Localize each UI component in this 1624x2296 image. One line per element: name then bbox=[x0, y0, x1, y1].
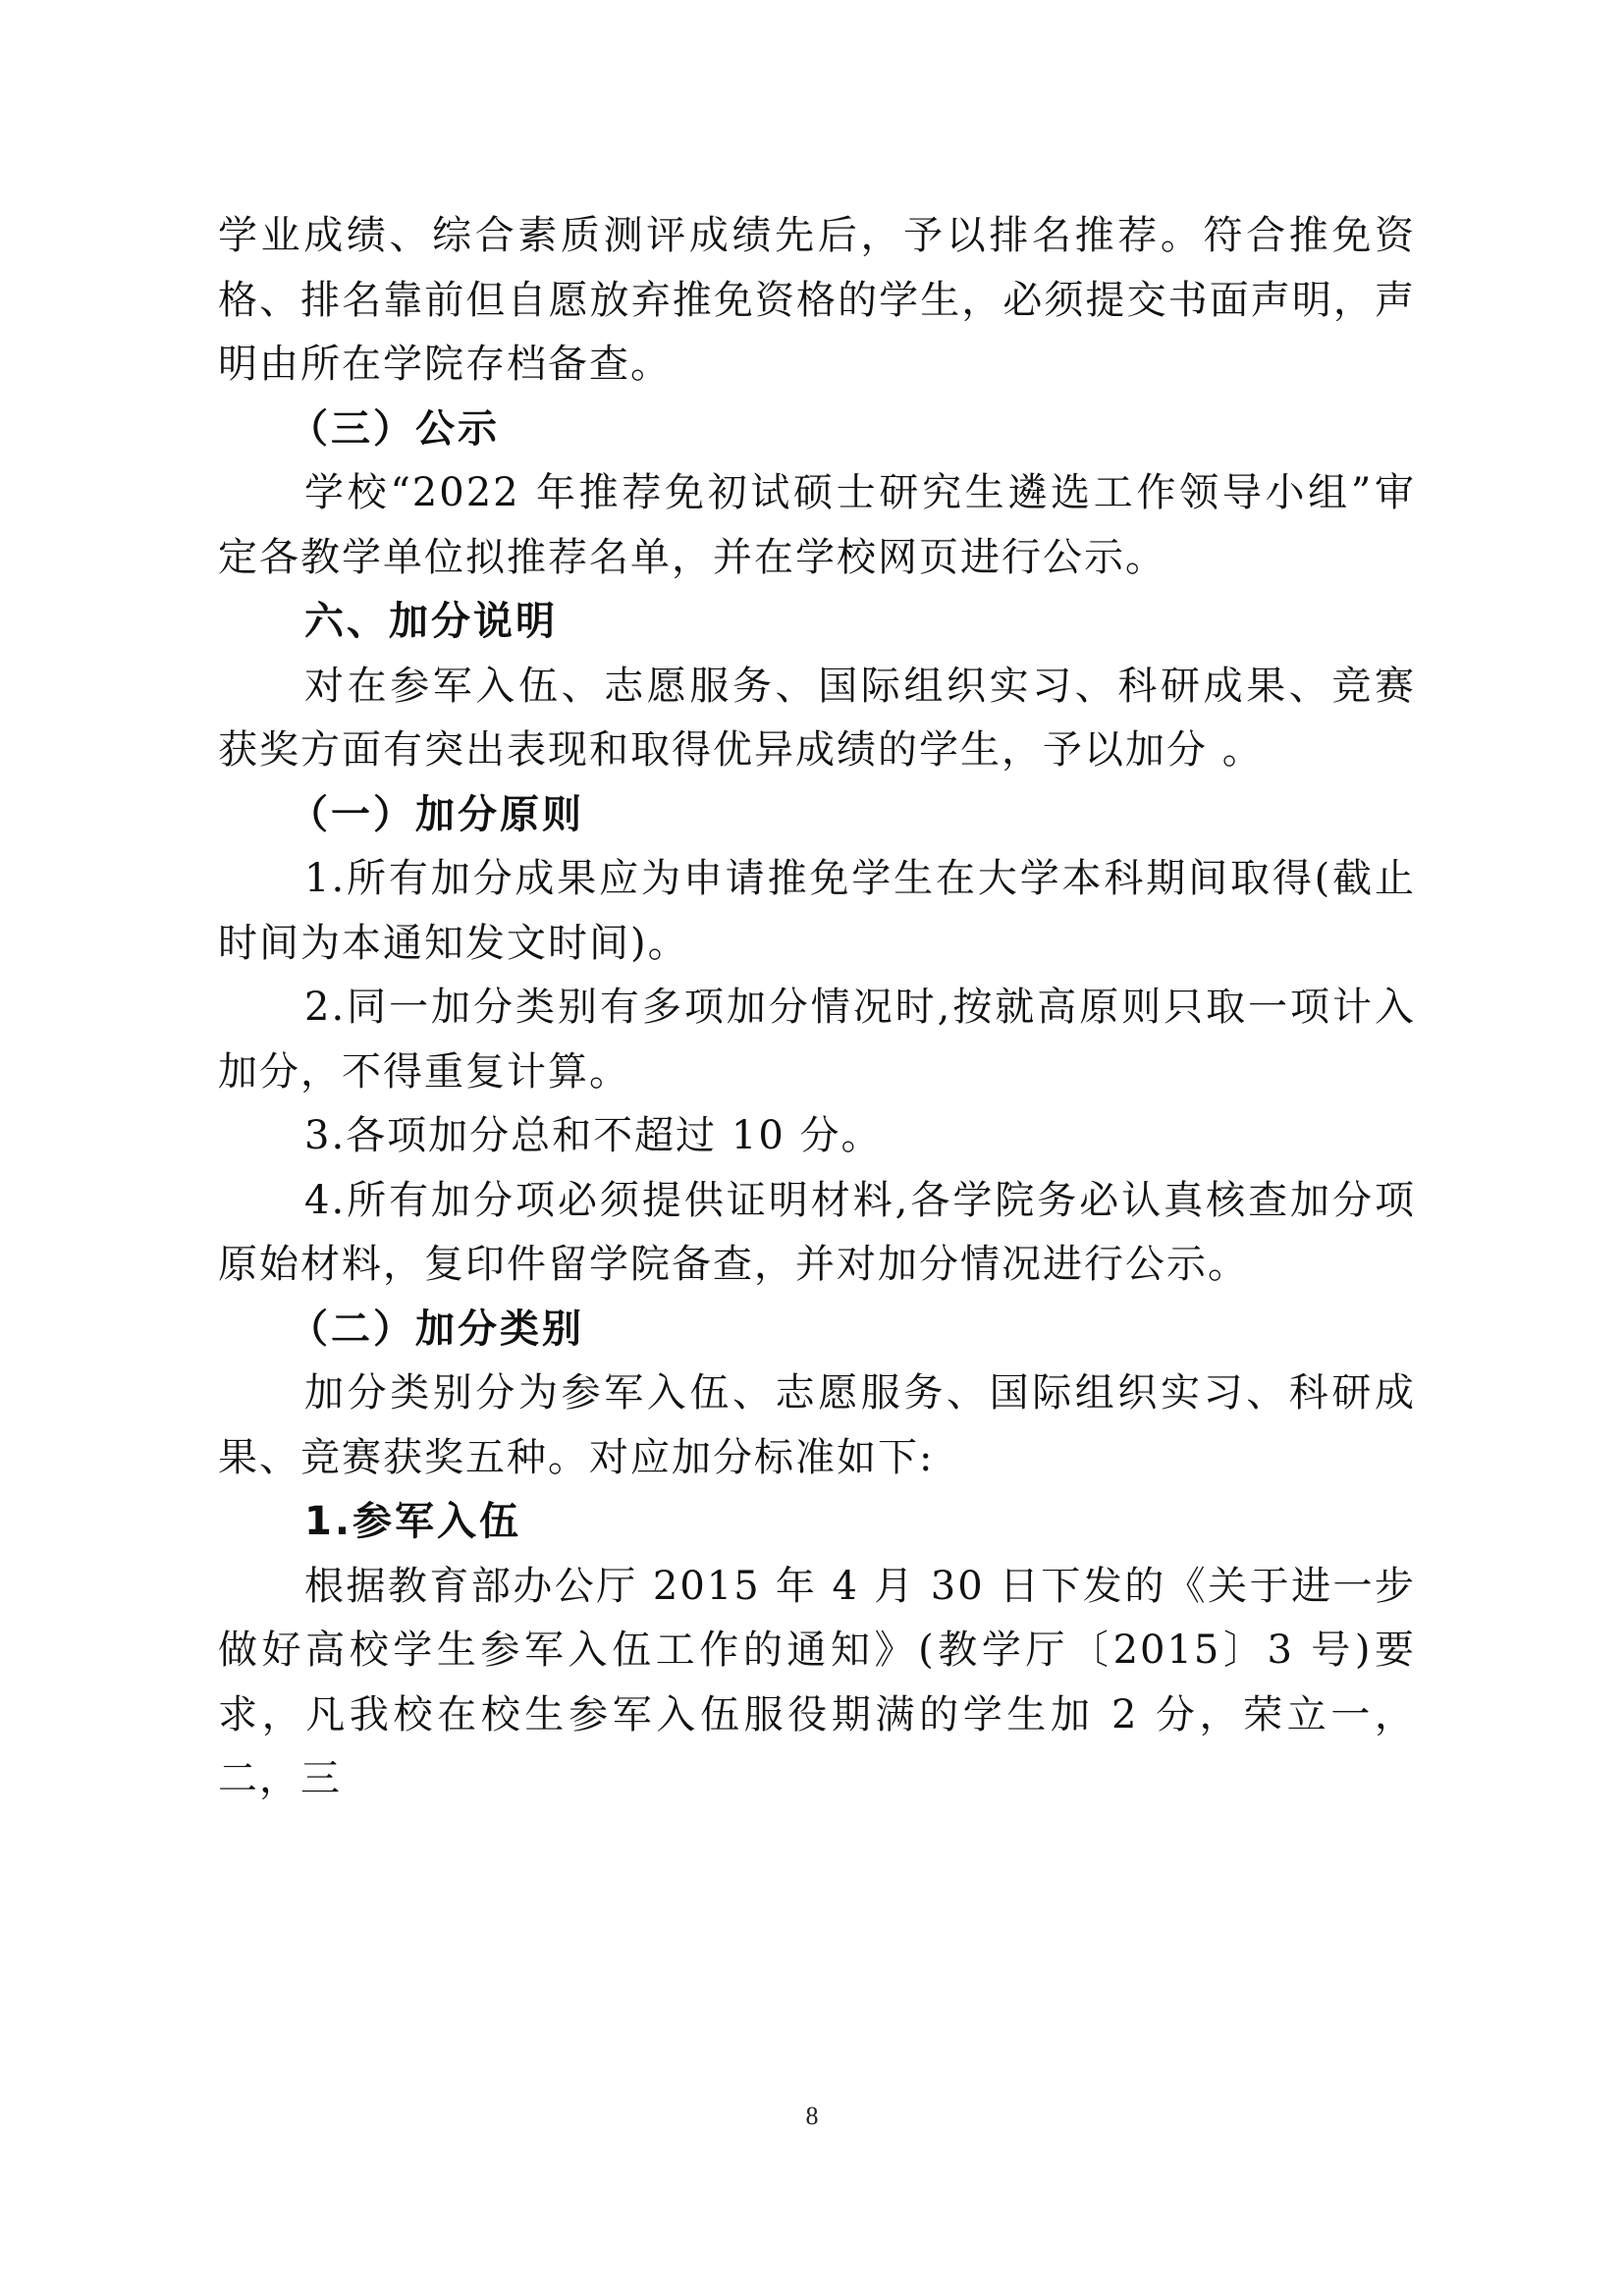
para-recommendation-continuation: 学业成绩、综合素质测评成绩先后，予以排名推荐。符合推免资格、排名靠前但自愿放弃推免资格的学生，必须提交书面声明，声明由所在学院存档备查。 bbox=[218, 213, 1416, 387]
para-military-service: 根据教育部办公厅 2015 年 4 月 30 日下发的《关于进一步做好高校学生参军入伍工作的通知》(教学厅〔2015〕3 号)要求，凡我校在校生参军入伍服役期满的学生加 2 分，荣立一，二，三 bbox=[218, 1563, 1416, 1801]
para-principle-1: 1.所有加分成果应为申请推免学生在大学本科期间取得(截止时间为本通知发文时间)。 bbox=[218, 856, 1416, 966]
document-body bbox=[218, 204, 1416, 1812]
para-principle-3: 3.各项加分总和不超过 10 分。 bbox=[304, 1113, 883, 1158]
para-principle-4: 4.所有加分项必须提供证明材料,各学院务必认真核查加分项原始材料，复印件留学院备查，并对加分情况进行公示。 bbox=[218, 1177, 1416, 1287]
page-number: 8 bbox=[805, 2102, 819, 2130]
heading-bonus-explanation: 六、加分说明 bbox=[304, 599, 558, 644]
heading-military-service: 1.参军入伍 bbox=[304, 1499, 522, 1544]
para-publicity: 学校“2022 年推荐免初试硕士研究生遴选工作领导小组”审定各教学单位拟推荐名单，并在学校网页进行公示。 bbox=[218, 470, 1416, 580]
para-bonus-intro: 对在参军入伍、志愿服务、国际组织实习、科研成果、竞赛获奖方面有突出表现和取得优异成绩的学生，予以加分 。 bbox=[218, 663, 1416, 773]
heading-publicity: （三）公示 bbox=[289, 405, 500, 452]
heading-bonus-principles: （一）加分原则 bbox=[289, 791, 584, 837]
para-principle-2: 2.同一加分类别有多项加分情况时,按就高原则只取一项计入加分，不得重复计算。 bbox=[218, 985, 1416, 1095]
para-categories-intro: 加分类别分为参军入伍、志愿服务、国际组织实习、科研成果、竞赛获奖五种。对应加分标准如下: bbox=[218, 1370, 1416, 1480]
heading-bonus-categories: （二）加分类别 bbox=[289, 1306, 584, 1352]
